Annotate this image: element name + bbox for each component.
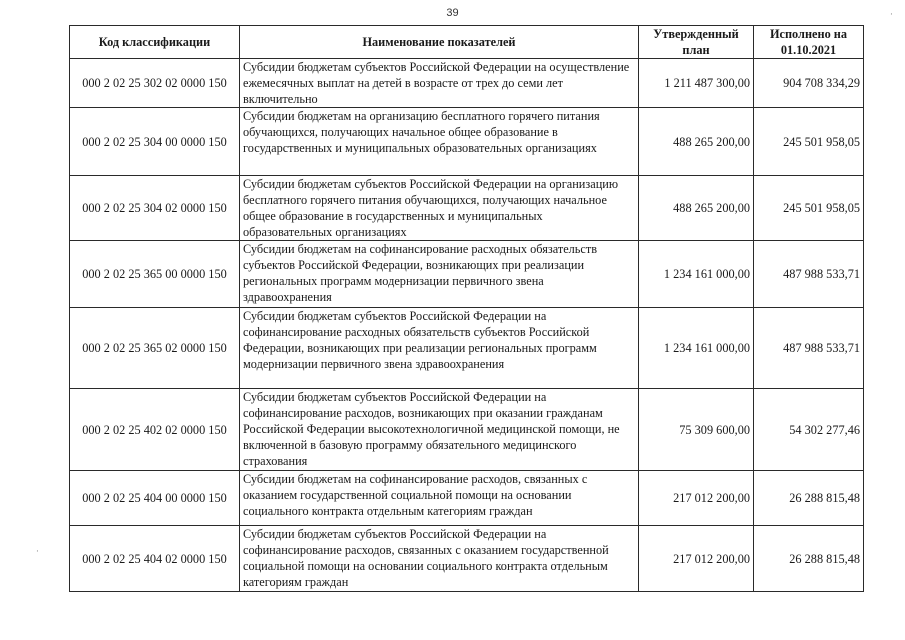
cell-plan: 488 265 200,00	[639, 176, 754, 241]
table-row	[70, 471, 864, 526]
cell-name: Субсидии бюджетам на софинансирование расходов, связанных с оказанием государственной социальной помощи на основании социального контракта отдельным категориям граждан	[240, 471, 639, 526]
cell-done: 245 501 958,05	[754, 108, 864, 176]
cell-name: Субсидии бюджетам субъектов Российской Федерации на софинансирование расходных обязательств субъектов Российской Федерации, возникающих при реализации региональных программ модернизации первичного звена здравоохранения	[240, 308, 639, 389]
cell-name: Субсидии бюджетам на софинансирование расходных обязательств субъектов Российской Федерации, возникающих при реализации региональных программ модернизации первичного звена здравоохранения	[240, 241, 639, 308]
cell-plan: 1 234 161 000,00	[639, 241, 754, 308]
page-number: 39	[446, 7, 459, 19]
header-plan: Утвержденный план	[639, 26, 754, 59]
cell-done: 487 988 533,71	[754, 241, 864, 308]
scan-speck: ·	[890, 10, 893, 20]
cell-done: 245 501 958,05	[754, 176, 864, 241]
table-row	[70, 108, 864, 176]
cell-plan: 217 012 200,00	[639, 526, 754, 592]
table-row	[70, 526, 864, 592]
header-name: Наименование показателей	[240, 26, 639, 59]
cell-code: 000 2 02 25 304 02 0000 150	[70, 176, 240, 241]
cell-name: Субсидии бюджетам на организацию бесплатного горячего питания обучающихся, получающих начальное общее образование в государственных и муниципальных образовательных организациях	[240, 108, 639, 176]
table-row	[70, 241, 864, 308]
cell-code: 000 2 02 25 404 02 0000 150	[70, 526, 240, 592]
cell-code: 000 2 02 25 302 02 0000 150	[70, 59, 240, 108]
table-header	[70, 26, 864, 59]
cell-done: 904 708 334,29	[754, 59, 864, 108]
cell-code: 000 2 02 25 365 02 0000 150	[70, 308, 240, 389]
table-row	[70, 59, 864, 108]
cell-name: Субсидии бюджетам субъектов Российской Федерации на софинансирование расходов, связанных с оказанием государственной социальной помощи на основании социального контракта отдельным категориям граждан	[240, 526, 639, 592]
cell-code: 000 2 02 25 402 02 0000 150	[70, 389, 240, 471]
cell-done: 26 288 815,48	[754, 471, 864, 526]
table-row	[70, 389, 864, 471]
table-row	[70, 308, 864, 389]
scan-speck: ·	[36, 547, 39, 557]
cell-plan: 217 012 200,00	[639, 471, 754, 526]
table-row	[70, 176, 864, 241]
header-done: Исполнено на 01.10.2021	[754, 26, 864, 59]
cell-code: 000 2 02 25 365 00 0000 150	[70, 241, 240, 308]
cell-code: 000 2 02 25 404 00 0000 150	[70, 471, 240, 526]
cell-name: Субсидии бюджетам субъектов Российской Федерации на софинансирование расходов, возникающих при оказании гражданам Российской Федерации высокотехнологичной медицинской помощи, не включенной в базовую программу обязательного медицинского страхования	[240, 389, 639, 471]
cell-name: Субсидии бюджетам субъектов Российской Федерации на осуществление ежемесячных выплат на детей в возрасте от трех до семи лет включительно	[240, 59, 639, 108]
cell-plan: 75 309 600,00	[639, 389, 754, 471]
cell-done: 487 988 533,71	[754, 308, 864, 389]
cell-plan: 1 234 161 000,00	[639, 308, 754, 389]
header-code: Код классификации	[70, 26, 240, 59]
cell-plan: 1 211 487 300,00	[639, 59, 754, 108]
budget-table	[69, 25, 864, 592]
cell-done: 54 302 277,46	[754, 389, 864, 471]
cell-code: 000 2 02 25 304 00 0000 150	[70, 108, 240, 176]
cell-done: 26 288 815,48	[754, 526, 864, 592]
cell-name: Субсидии бюджетам субъектов Российской Федерации на организацию бесплатного горячего питания обучающихся, получающих начальное общее образование в государственных и муниципальных образовательных организациях	[240, 176, 639, 241]
cell-plan: 488 265 200,00	[639, 108, 754, 176]
